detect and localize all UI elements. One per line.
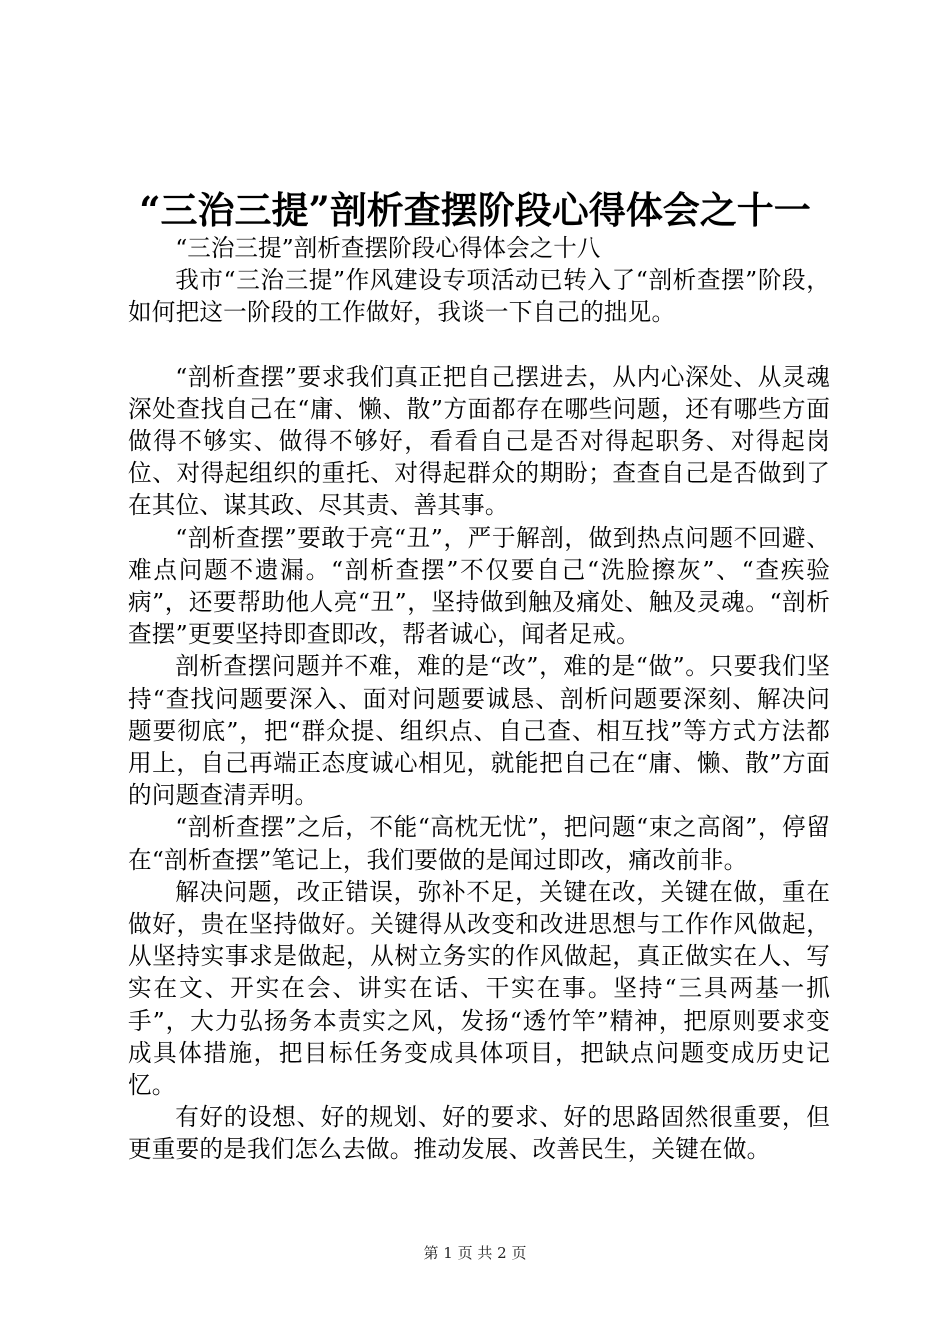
paragraph-spacer xyxy=(128,329,830,361)
paragraph: “剖析查摆”要求我们真正把自己摆进去，从内心深处、从灵魂深处查找自己在“庸、懒、散”方面都存在哪些问题，还有哪些方面做得不够实、做得不够好，看看自己是否对得起职务、对得起岗位、对得起组织的重托、对得起群众的期盼；查查自己是否做到了在其位、谋其政、尽其责、善其事。 xyxy=(128,362,830,520)
page-footer: 第 1 页 共 2 页 xyxy=(423,1244,527,1262)
paragraph: 我市“三治三提”作风建设专项活动已转入了“剖析查摆”阶段，如何把这一阶段的工作做好，我谈一下自己的拙见。 xyxy=(128,266,830,327)
paragraph: 剖析查摆问题并不难，难的是“改”，难的是“做”。只要我们坚持“查找问题要深入、面对问题要诚恳、剖析问题要深刻、解决问题要彻底”，把“群众提、组织点、自己查、相互找”等方式方法都用上，自己再端正态度诚心相见，就能把自己在“庸、懒、散”方面的问题查清弄明。 xyxy=(128,652,830,810)
paragraph: “剖析查摆”之后，不能“高枕无忧”，把问题“束之高阁”，停留在“剖析查摆”笔记上，我们要做的是闻过即改，痛改前非。 xyxy=(128,813,830,874)
document-subtitle: “三治三提”剖析查摆阶段心得体会之十八 xyxy=(175,234,601,262)
paragraph: 有好的设想、好的规划、好的要求、好的思路固然很重要，但更重要的是我们怎么去做。推动发展、改善民生，关键在做。 xyxy=(128,1103,830,1164)
paragraph: “剖析查摆”要敢于亮“丑”，严于解剖，做到热点问题不回避、难点问题不遗漏。“剖析查摆”不仅要自己“洗脸擦灰”、“查疾验病”，还要帮助他人亮“丑”，坚持做到触及痛处、触及灵魂。“剖析查摆”更要坚持即查即改，帮者诚心，闻者足戒。 xyxy=(128,523,830,649)
document-title: “三治三提”剖析查摆阶段心得体会之十一 xyxy=(139,188,811,232)
document-body xyxy=(128,232,830,1166)
paragraph: 解决问题，改正错误，弥补不足，关键在改，关键在做，重在做好，贵在坚持做好。关键得从改变和改进思想与工作作风做起，从坚持实事求是做起，从树立务实的作风做起，真正做实在人、写实在文、开实在会、讲实在话、干实在事。坚持“三具两基一抓手”，大力弘扬务本责实之风，发扬“透竹竿”精神，把原则要求变成具体措施，把目标任务变成具体项目，把缺点问题变成历史记忆。 xyxy=(128,877,830,1100)
